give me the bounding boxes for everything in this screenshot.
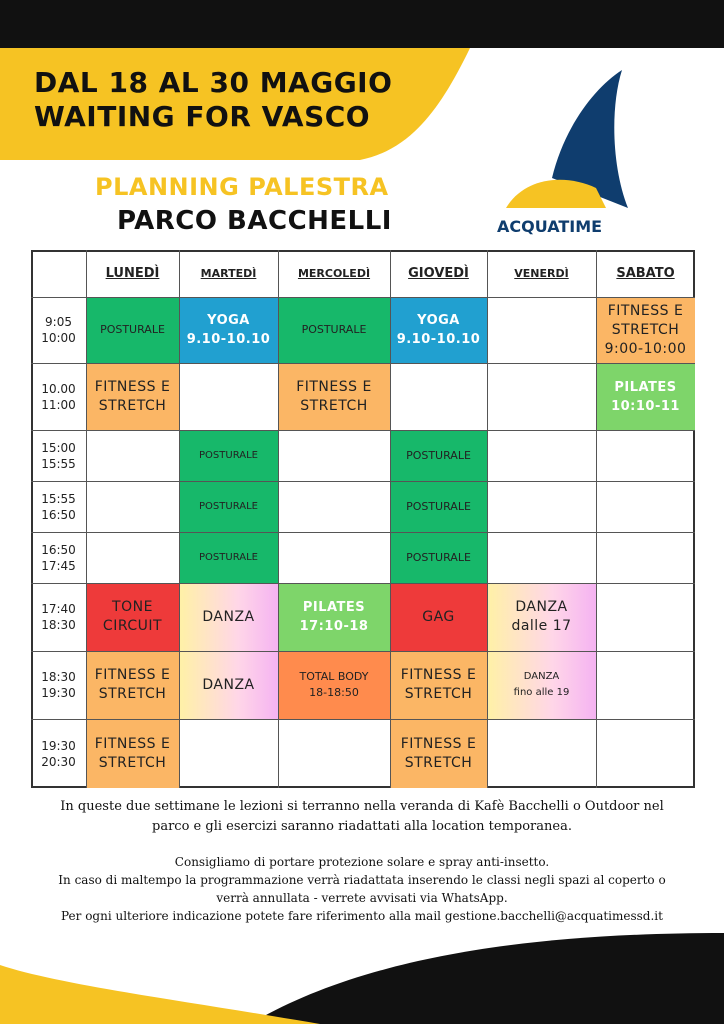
class-cell: POSTURALE: [179, 481, 278, 532]
empty-cell: [487, 532, 596, 583]
day-header: LUNEDÌ: [105, 266, 160, 281]
grid-line: [278, 250, 279, 788]
grid-line: [596, 250, 597, 788]
day-header: GIOVEDÌ: [408, 266, 469, 281]
time-slot: 18:30 19:30: [41, 670, 76, 700]
day-header: MARTEDÌ: [200, 267, 257, 280]
empty-cell: [487, 481, 596, 532]
class-cell: YOGA 9.10-10.10: [179, 297, 278, 363]
empty-cell: [179, 719, 278, 788]
grid-line: [179, 250, 180, 788]
footer-paragraph-1: [0, 797, 724, 837]
class-cell: FITNESS E STRETCH: [390, 651, 487, 719]
footer-text: Consigliamo di portare protezione solare e spray anti-insetto.: [174, 855, 550, 869]
footer-text: Per ogni ulteriore indicazione potete fare riferimento alla mail gestione.bacchelli@acquatimessd.it: [61, 909, 663, 923]
class-cell: PILATES 17:10-18: [278, 583, 390, 651]
empty-cell: [596, 719, 695, 788]
grid-line: [390, 250, 391, 788]
empty-cell: [278, 719, 390, 788]
class-cell: POSTURALE: [179, 430, 278, 481]
class-cell: POSTURALE: [179, 532, 278, 583]
empty-cell: [86, 481, 179, 532]
empty-cell: [86, 430, 179, 481]
day-header: SABATO: [616, 266, 675, 281]
empty-cell: [278, 430, 390, 481]
empty-cell: [596, 430, 695, 481]
empty-cell: [487, 297, 596, 363]
class-cell: PILATES 10:10-11: [596, 363, 695, 430]
time-slot: 19:30 20:30: [41, 738, 76, 769]
time-slot: 10.00 11:00: [41, 381, 76, 412]
logo-text: ACQUATIME: [497, 217, 603, 236]
class-cell: FITNESS E STRETCH: [390, 719, 487, 788]
class-cell: TOTAL BODY 18-18:50: [278, 651, 390, 719]
class-cell: TONE CIRCUIT: [86, 583, 179, 651]
title-event: WAITING FOR VASCO: [34, 100, 371, 133]
empty-cell: [86, 532, 179, 583]
grid-line: [487, 250, 488, 788]
empty-cell: [487, 430, 596, 481]
class-cell: FITNESS E STRETCH: [278, 363, 390, 430]
day-header: MERCOLEDÌ: [297, 267, 371, 280]
footer-text: In queste due settimane le lezioni si terranno nella veranda di Kafè Bacchelli o Outdoor nel: [60, 799, 664, 814]
grid-line: [86, 250, 87, 788]
title-dates: DAL 18 AL 30 MAGGIO: [34, 66, 393, 99]
empty-cell: [487, 719, 596, 788]
class-cell: FITNESS E STRETCH: [86, 363, 179, 430]
class-cell: FITNESS E STRETCH: [86, 719, 179, 788]
class-cell: POSTURALE: [390, 532, 487, 583]
class-cell: FITNESS E STRETCH 9:00-10:00: [596, 297, 695, 363]
acquatime-logo: [494, 68, 634, 240]
empty-cell: [596, 583, 695, 651]
class-cell: DANZA fino alle 19: [487, 651, 596, 719]
empty-cell: [596, 481, 695, 532]
class-cell: POSTURALE: [390, 481, 487, 532]
footer-text: verrà annullata - verrete avvisati via WhatsApp.: [216, 891, 508, 905]
class-cell: DANZA: [179, 583, 278, 651]
class-cell: POSTURALE: [390, 430, 487, 481]
time-slot: 16:50 17:45: [41, 542, 76, 573]
footer-paragraph-2: [0, 853, 724, 925]
class-cell: POSTURALE: [278, 297, 390, 363]
class-cell: POSTURALE: [86, 297, 179, 363]
time-slot: 9:05 10:00: [41, 315, 76, 345]
footer-text: In caso di maltempo la programmazione verrà riadattata inserendo le classi negli spazi al coperto o: [58, 873, 666, 887]
empty-cell: [596, 532, 695, 583]
subtitle-planning: PLANNING PALESTRA: [95, 173, 389, 201]
time-slot: 17:40 18:30: [41, 602, 76, 632]
time-slot: 15:55 16:50: [41, 491, 76, 522]
empty-cell: [596, 651, 695, 719]
class-cell: DANZA: [179, 651, 278, 719]
empty-cell: [390, 363, 487, 430]
class-cell: YOGA 9.10-10.10: [390, 297, 487, 363]
empty-cell: [278, 481, 390, 532]
subtitle-location: PARCO BACCHELLI: [117, 206, 392, 236]
empty-cell: [278, 532, 390, 583]
footer-text: parco e gli esercizi saranno riadattati alla location temporanea.: [152, 819, 572, 834]
day-header: VENERDÌ: [514, 267, 569, 280]
class-cell: FITNESS E STRETCH: [86, 651, 179, 719]
class-cell: DANZA dalle 17: [487, 583, 596, 651]
empty-cell: [179, 363, 278, 430]
class-cell: GAG: [390, 583, 487, 651]
time-slot: 15:00 15:55: [41, 440, 76, 471]
bottom-decoration: [0, 925, 724, 1024]
empty-cell: [487, 363, 596, 430]
